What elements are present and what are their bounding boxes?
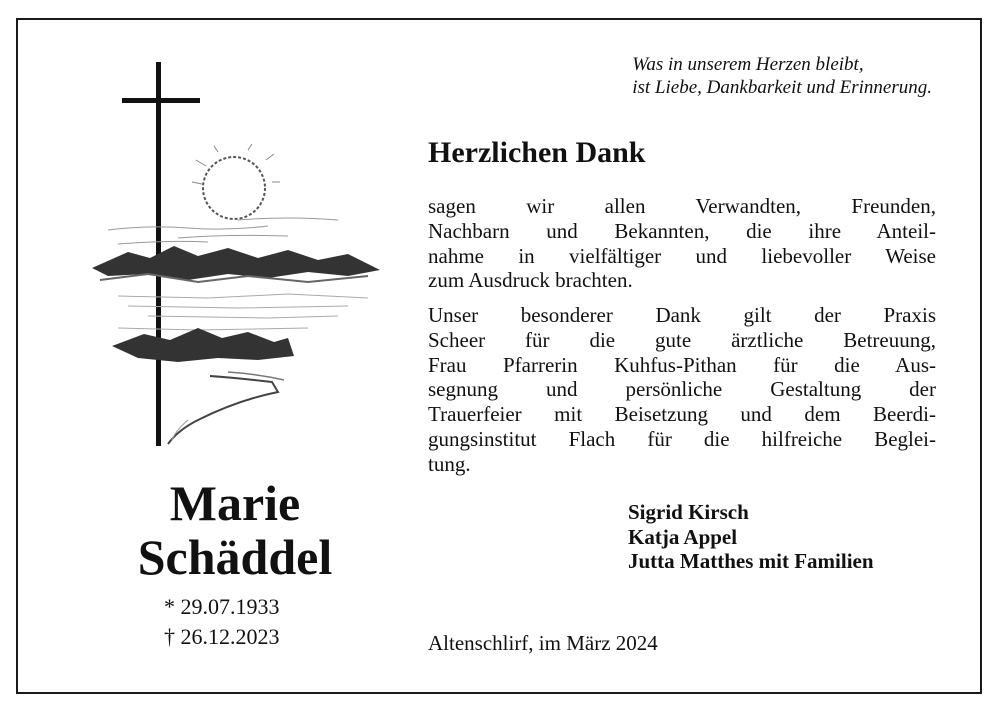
- paragraph-2: [428, 303, 936, 477]
- motto-line-2: ist Liebe, Dankbarkeit und Erinnerung.: [632, 77, 932, 98]
- motto: [632, 53, 932, 99]
- deceased-first-name: Marie: [169, 475, 301, 531]
- signer: Jutta Matthes mit Familien: [628, 549, 874, 573]
- paragraph-line: Frau Pfarrerin Kuhfus-Pithan für die Aus-: [428, 352, 936, 377]
- signer: Sigrid Kirsch: [628, 500, 749, 524]
- paragraph-line: Trauerfeier mit Beisetzung und dem Beerdi-: [428, 402, 936, 427]
- motto-line-1: Was in unserem Herzen bleibt,: [632, 54, 864, 75]
- paragraph-line: Scheer für die gute ärztliche Betreuung,: [428, 327, 936, 352]
- paragraph-line: Nachbarn und Bekannten, die ihre Anteil-: [428, 218, 936, 243]
- cross-landscape-icon: [88, 60, 388, 450]
- birth-date: * 29.07.1933: [164, 594, 280, 619]
- paragraph-line: sagen wir allen Verwandten, Freunden,: [428, 194, 936, 218]
- paragraph-line: tung.: [428, 451, 471, 476]
- heading: Herzlichen Dank: [428, 136, 646, 169]
- paragraph-line: segnung und persönliche Gestaltung der: [428, 377, 936, 402]
- paragraph-line: zum Ausdruck brachten.: [428, 268, 633, 293]
- deceased-last-name: Schäddel: [137, 529, 333, 585]
- paragraph-line: Unser besonderer Dank gilt der Praxis: [428, 303, 936, 327]
- paragraph-line: gungsinstitut Flach für die hilfreiche Beglei-: [428, 426, 936, 451]
- paragraph-line: nahme in vielfältiger und liebevoller Weise: [428, 243, 936, 268]
- place-date: Altenschlirf, im März 2024: [428, 631, 658, 655]
- signers: [628, 500, 874, 574]
- death-date: † 26.12.2023: [164, 624, 280, 649]
- paragraph-1: [428, 194, 936, 293]
- signer: Katja Appel: [628, 524, 738, 549]
